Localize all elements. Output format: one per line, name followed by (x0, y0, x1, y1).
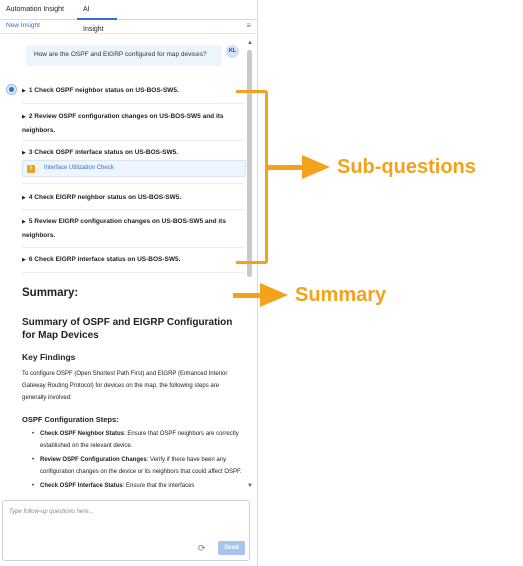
sub-question-2[interactable]: ▶ 2 Review OSPF configuration changes on US-BOS-SW5 and its neighbors. (22, 113, 224, 134)
warning-icon: ! (27, 165, 35, 173)
sub-question-5[interactable]: ▶ 5 Review EIGRP configuration changes on US-BOS-SW5 and its neighbors. (22, 218, 226, 239)
tab-automation-insight[interactable]: Automation Insight (6, 6, 64, 13)
ospf-steps-heading: OSPF Configuration Steps: (22, 415, 119, 424)
follow-up-input[interactable] (2, 500, 250, 561)
sub-questions-arrow-line (268, 165, 306, 170)
summary-heading: Summary: (22, 287, 79, 299)
follow-up-placeholder: Type follow-up questions here... (9, 509, 94, 515)
expand-triangle-icon[interactable]: ▶ (22, 219, 26, 225)
list-item: • Check OSPF Interface Status: Ensure that the interfaces (34, 480, 244, 492)
scroll-down-icon[interactable]: ▼ (247, 483, 253, 489)
expand-triangle-icon[interactable]: ▶ (22, 114, 26, 120)
key-findings-heading: Key Findings (22, 352, 76, 362)
ai-assistant-icon (6, 84, 17, 95)
avatar: KL (226, 45, 239, 58)
sub-question-6[interactable]: ▶ 6 Check EIGRP interface status on US-BOS-SW5. (22, 256, 181, 263)
expand-triangle-icon[interactable]: ▶ (22, 257, 26, 263)
summary-paragraph: To configure OSPF (Open Shortest Path First) and EIGRP (Enhanced Interior Gateway Routing Protocol) for devices on the map, the following steps are generally involved: (22, 371, 228, 401)
sub-question-3[interactable]: ▶ 3 Check OSPF interface status on US-BOS-SW5. (22, 149, 179, 156)
expand-triangle-icon[interactable]: ▶ (22, 150, 26, 156)
summary-title: Summary of OSPF and EIGRP Configuration for Map Devices (22, 317, 233, 341)
list-item: • Review OSPF Configuration Changes: Verify if there have been any configuration changes on the device or its neighbors that could affect OSPF. (34, 454, 244, 478)
summary-arrow-line (233, 293, 263, 298)
sub-questions-bracket (236, 90, 268, 264)
divider (22, 209, 244, 210)
send-button[interactable]: Send (218, 541, 245, 555)
scroll-up-icon[interactable]: ▲ (247, 40, 253, 46)
expand-triangle-icon[interactable]: ▶ (22, 195, 26, 201)
new-insight-link[interactable]: New Insight (6, 22, 40, 29)
divider (22, 140, 244, 141)
summary-arrow-icon (260, 283, 288, 307)
divider (22, 247, 244, 248)
list-item: • Check OSPF Neighbor Status: Ensure that OSPF neighbors are correctly established on the relevant device. (34, 428, 244, 452)
sub-questions-label: Sub-questions (337, 156, 476, 178)
tab-ai-insight[interactable]: AI Insight (83, 6, 104, 33)
sub-questions-arrow-icon (302, 155, 330, 179)
user-question-bubble (26, 45, 222, 66)
user-question-text: How are the OSPF and EIGRP configured for map devices? (34, 51, 207, 58)
sub-question-1[interactable]: ▶ 1 Check OSPF neighbor status on US-BOS-SW5. (22, 87, 179, 94)
expand-triangle-icon[interactable]: ▶ (22, 88, 26, 94)
interface-utilization-check[interactable] (22, 160, 246, 177)
ospf-steps-list (34, 428, 244, 494)
ai-insight-panel (0, 0, 258, 566)
divider (22, 272, 244, 273)
refresh-icon[interactable]: ⟳ (198, 543, 206, 553)
menu-icon[interactable]: ≡ (246, 21, 251, 30)
summary-label: Summary (295, 284, 387, 306)
sub-question-4[interactable]: ▶ 4 Check EIGRP neighbor status on US-BOS-SW5. (22, 194, 182, 201)
divider (22, 183, 244, 184)
insight-toolbar (0, 20, 258, 34)
divider (22, 103, 244, 104)
utilization-check-label: Interface Utilization Check (44, 165, 114, 171)
